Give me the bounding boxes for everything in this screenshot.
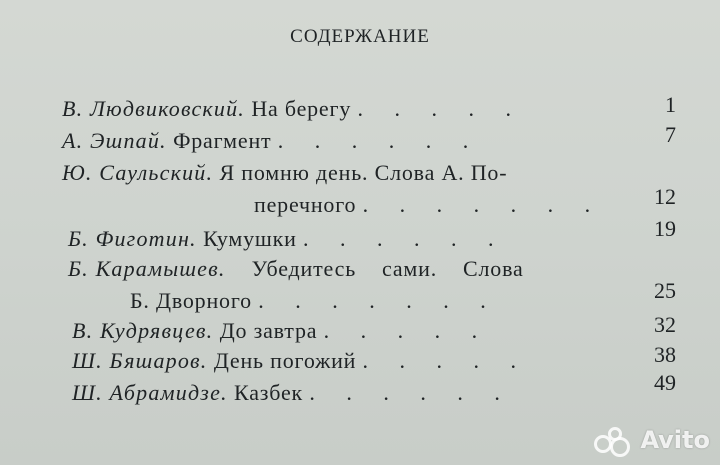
- toc-entry: [62, 160, 507, 186]
- toc-author: В. Кудрявцев.: [72, 318, 214, 343]
- toc-entry: [72, 348, 529, 374]
- toc-entry: [68, 256, 524, 282]
- watermark-text: Avito: [640, 426, 710, 454]
- toc-author: Ш. Абрамидзе.: [72, 380, 228, 405]
- toc-entry: [72, 318, 490, 344]
- toc-title-continuation: Б. Дворного: [130, 288, 252, 313]
- toc-title-word: сами.: [382, 256, 438, 281]
- toc-leader-dots: . . . . . .: [303, 226, 507, 251]
- toc-page-number: 38: [654, 342, 676, 367]
- page-title: СОДЕРЖАНИЕ: [290, 26, 430, 47]
- toc-entry: [62, 96, 524, 122]
- toc-leader-dots: . . . . . .: [277, 128, 482, 153]
- toc-title-word: Убедитесь: [251, 256, 357, 281]
- toc-entry: [72, 380, 513, 406]
- toc-page-number: 19: [654, 216, 676, 241]
- toc-leader-dots: . . . . .: [357, 96, 524, 121]
- toc-title: На берегу: [251, 96, 352, 121]
- toc-title: Фрагмент: [173, 128, 272, 153]
- toc-title: Казбек: [234, 380, 304, 405]
- avito-logo-icon: [594, 425, 634, 455]
- toc-author: В. Людвиковский.: [62, 96, 245, 121]
- toc-page-number: 25: [654, 278, 676, 303]
- toc-title: Я помню день. Слова А. По-: [219, 160, 508, 185]
- toc-leader-dots: . . . . . . .: [362, 192, 604, 217]
- toc-page-number: 32: [654, 312, 676, 337]
- toc-leader-dots: . . . . .: [323, 318, 491, 343]
- avito-watermark: [594, 425, 710, 455]
- toc-title: До завтра: [219, 318, 318, 343]
- toc-page-number: 12: [654, 184, 676, 209]
- toc-page-number: 7: [665, 122, 676, 147]
- toc-page-number: 49: [654, 370, 676, 395]
- toc-entry: [62, 128, 481, 154]
- toc-title-continuation: перечного: [254, 192, 357, 217]
- toc-entry: [68, 226, 507, 252]
- toc-title: День погожий: [213, 348, 357, 373]
- toc-leader-dots: . . . . . .: [309, 380, 513, 405]
- toc-author: Ю. Саульский.: [62, 160, 214, 185]
- toc-leader-dots: . . . . . . .: [258, 288, 499, 313]
- toc-entry-continuation: [254, 192, 603, 218]
- toc-author: Б. Фиготин.: [68, 226, 197, 251]
- toc-page-number: 1: [665, 92, 676, 117]
- toc-leader-dots: . . . . .: [362, 348, 530, 373]
- toc-title: Кумушки: [203, 226, 297, 251]
- toc-author: А. Эшпай.: [62, 128, 167, 153]
- toc-title-word: Слова: [463, 256, 524, 281]
- toc-author: Б. Карамышев.: [68, 256, 226, 281]
- toc-entry-continuation: [130, 288, 499, 314]
- toc-author: Ш. Бяшаров.: [72, 348, 208, 373]
